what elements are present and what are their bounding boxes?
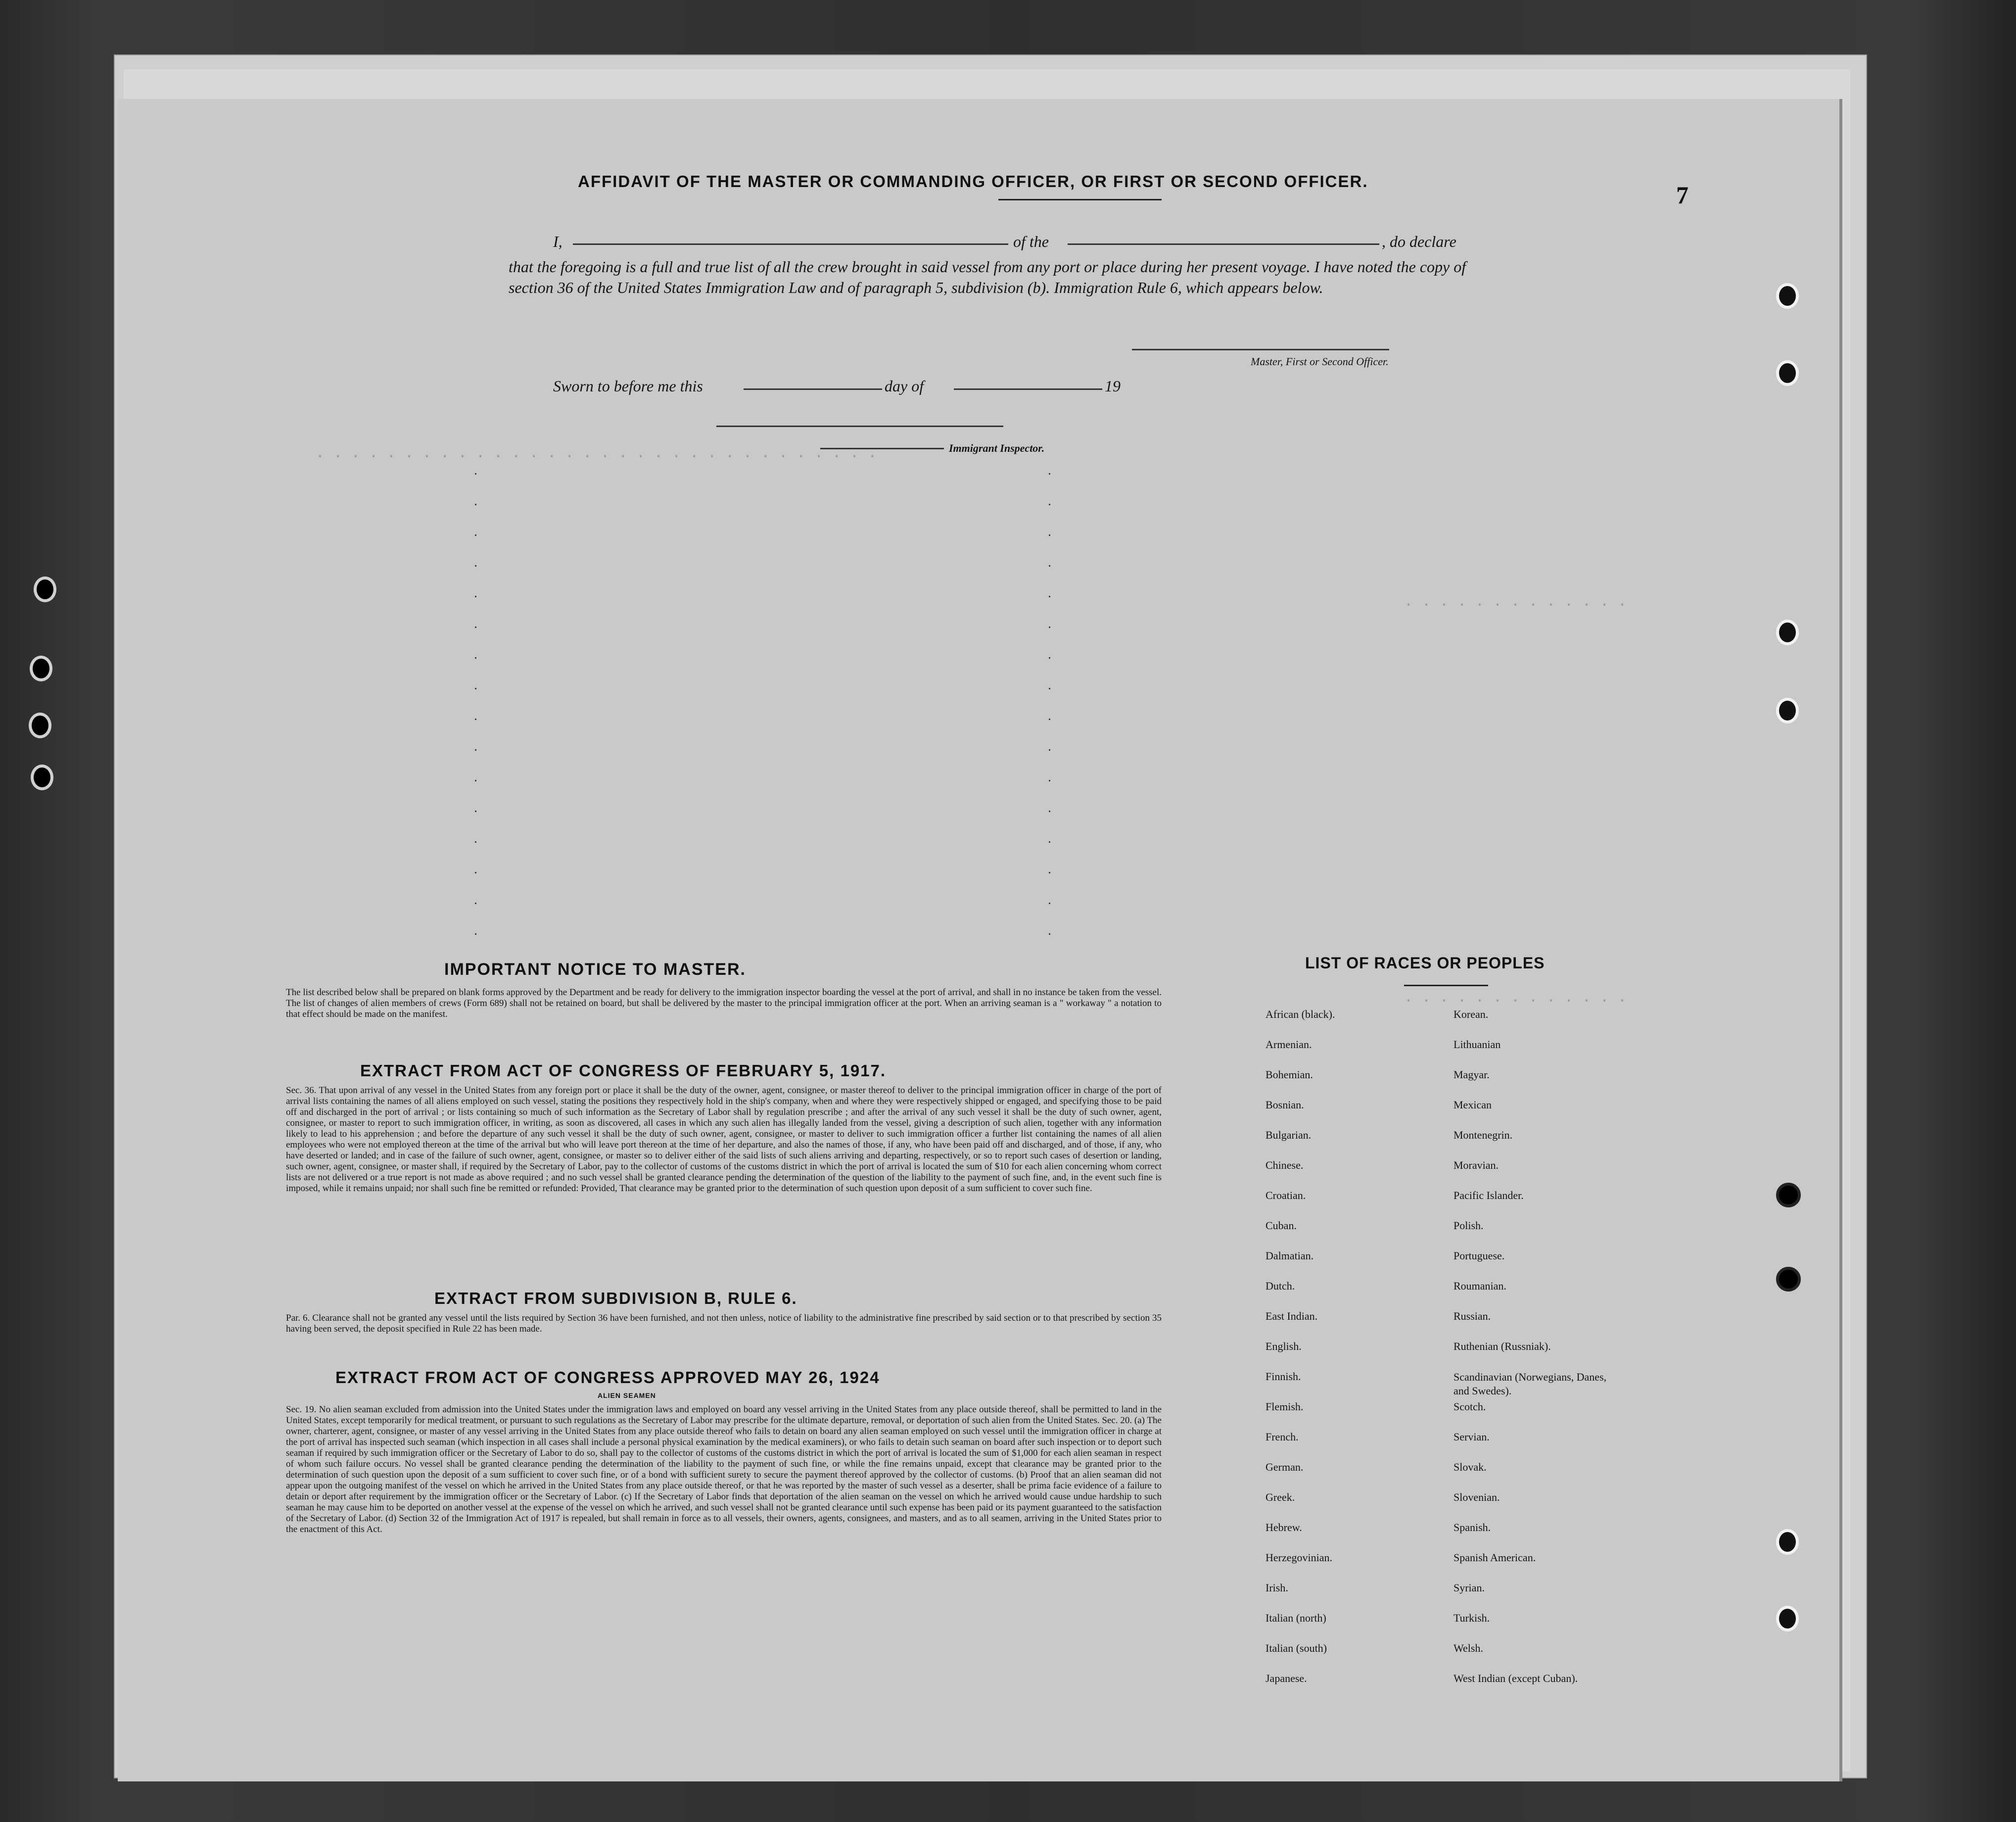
punch-hole-icon	[1776, 698, 1799, 723]
race-item: Moravian.	[1453, 1159, 1499, 1171]
inspector-blank-1	[716, 426, 1003, 427]
race-item: Bosnian.	[1266, 1099, 1304, 1111]
race-item: Bulgarian.	[1266, 1129, 1312, 1141]
races-title: LIST OF RACES OR PEOPLES	[1305, 954, 1545, 972]
race-item: African (black).	[1266, 1008, 1335, 1020]
race-item: Cuban.	[1266, 1219, 1297, 1232]
race-item: Roumanian.	[1453, 1280, 1506, 1292]
year-label: 19	[1105, 377, 1121, 395]
rule6-text: Par. 6. Clearance shall not be granted any vessel until the lists required by Section 36 have been furnished, and not then unless, notice of liability to the administrative fine prescribed by said section or to that prescribed by section 35 having been served, the deposit specified in Rule 22 has been made.	[286, 1313, 1162, 1334]
binder-hole-icon	[30, 656, 52, 681]
punch-hole-icon	[1776, 1606, 1799, 1631]
day-of-label: day of	[885, 377, 924, 395]
punch-hole-icon	[1776, 620, 1799, 645]
race-item: Irish.	[1266, 1582, 1288, 1594]
inspector-blank-2	[820, 448, 944, 449]
race-item: Turkish.	[1453, 1612, 1490, 1624]
column-dot-marks: . . . . . . . . . . . . . . . .	[474, 463, 482, 938]
race-item: Pacific Islander.	[1453, 1189, 1524, 1201]
extract-1917-text: Sec. 36. That upon arrival of any vessel in the United States from any foreign port or place it shall be the duty of the owner, agent, consignee, or master thereof to deliver to the principal immigration officer in charge of the port of arrival lists containing the names of all aliens employed on such vessel, stating the positions they respectively hold in the ship's company, when and where they were respectively shipped or engaged, and specifying those to be paid off and discharged in the port of arrival ; or lists containing so much of such information as the Secretary of Labor shall by regulation prescribe ; and after the arrival of any such vessel it shall be the duty of such owner, agent, consignee, or master to report to such immigration officer, in writing, as soon as discovered, all cases in which any such alien has illegally landed from the vessel, giving a description of such alien, together with any information likely to lead to his apprehension ; and before the departure of any such vessel it shall be the duty of such owner, agent, consignee, or master to deliver to such immigration officer a further list containing the names of all alien employees who were not employed thereon at the time of the arrival but who will leave port thereon at the time of her departure, and also the names of those, if any, who have been paid off and discharged, and of those, if any, who have deserted or landed; and in case of the failure of such owner, agent, consignee, or master so to deliver either of the said lists of such aliens arriving and departing, respectively, or so to report such cases of desertion or landing, such owner, agent, consignee, or master shall, if required by the Secretary of Labor, pay to the collector of customs of the customs district in which the port of arrival is located the sum of $10 for each alien concerning whom correct lists are not delivered or a true report is not made as above required ; and no such vessel shall be granted clearance pending the determination of the question of the liability to the payment of such fine, and, in the event such fine is imposed, while it remains unpaid; nor shall such fine be remitted or refunded: Provided, That clearance may be granted prior to the determination of such question upon deposit of a sum sufficient to cover such fine.	[286, 1085, 1162, 1194]
vessel-blank	[1068, 243, 1379, 245]
race-item: Slovenian.	[1453, 1491, 1500, 1503]
notice-text: The list described below shall be prepared on blank forms approved by the Department and be ready for delivery to the immigration inspector boarding the vessel at the port of arrival, and shall in no instance be taken from the vessel. The list of changes of alien members of crews (Form 689) shall not be retained on board, but shall be delivered by the master to the principal immigration officer at the port. When an arriving seaman is a " workaway " a notation to that effect should be made on the manifest.	[286, 987, 1162, 1019]
race-item: French.	[1266, 1431, 1299, 1443]
race-item: Flemish.	[1266, 1400, 1304, 1413]
affidavit-body: that the foregoing is a full and true list of all the crew brought in said vessel from any port or place during her present voyage. I have noted the copy of section 36 of the United States Immigration Law and of paragraph 5, subdivision (b). Immigration Rule 6, which appears below.	[509, 258, 1466, 296]
race-item: Montenegrin.	[1453, 1129, 1513, 1141]
affidavit-title: AFFIDAVIT OF THE MASTER OR COMMANDING OFFICER, OR FIRST OR SECOND OFFICER.	[578, 172, 1368, 191]
race-item: Japanese.	[1266, 1672, 1307, 1684]
race-item: Magyar.	[1453, 1068, 1490, 1081]
race-item: East Indian.	[1266, 1310, 1318, 1322]
affidavit-declare-label: , do declare	[1382, 233, 1456, 250]
punch-hole-icon	[1776, 1529, 1799, 1555]
race-item: Korean.	[1453, 1008, 1489, 1020]
race-item: West Indian (except Cuban).	[1453, 1672, 1578, 1684]
race-item: Welsh.	[1453, 1642, 1483, 1654]
race-item: Scandinavian (Norwegians, Danes, and Swedes).	[1453, 1371, 1607, 1397]
affidavit-i-label: I,	[553, 233, 563, 250]
races-right-column	[1453, 1008, 1617, 1702]
signature-label: Master, First or Second Officer.	[1251, 355, 1389, 368]
punch-hole-icon	[1776, 283, 1799, 309]
race-item: Lithuanian	[1453, 1038, 1501, 1051]
race-item: Russian.	[1453, 1310, 1491, 1322]
race-item: Mexican	[1453, 1099, 1492, 1111]
race-item: Bohemian.	[1266, 1068, 1313, 1081]
title-underline	[998, 199, 1162, 200]
punch-hole-icon	[1776, 1267, 1801, 1292]
affidavit-of-the-label: of the	[1013, 233, 1049, 250]
extract-1924-title: EXTRACT FROM ACT OF CONGRESS APPROVED MAY 26, 1924	[335, 1368, 880, 1387]
binder-hole-icon	[31, 765, 53, 790]
page-number-mark: 7	[1676, 181, 1688, 209]
races-left-column	[1266, 1008, 1335, 1702]
notice-title: IMPORTANT NOTICE TO MASTER.	[444, 960, 746, 979]
punch-hole-icon	[1776, 1183, 1801, 1207]
race-item: Ruthenian (Russniak).	[1453, 1340, 1551, 1352]
race-item: Spanish American.	[1453, 1551, 1536, 1564]
month-blank	[954, 388, 1102, 390]
binder-hole-icon	[34, 576, 56, 602]
extract-1924-subtitle: ALIEN SEAMEN	[598, 1391, 656, 1399]
document-page: . . . . . . . . . . . . . . . . . . . . . . . . . . . . . . . . . . . . . . . . . . . . . . . . . . . . . . . . . . 7 AFFIDAVIT OF THE MASTER OR COMMANDING OFFICER, OR FIRST OR SECOND OFFICER. I, of the , do declare that the foregoing is a full and true list of all the crew brought in said vessel from any port or place during her present voyage. I have noted the copy of section 36 of the United States Immigration Law and of paragraph 5, subdivision (b). Immigration Rule 6, which appears below. Master, First or Second Officer. Sworn to before me this day of 19 Immigrant Inspector. IMPORTANT NOTICE TO MASTER. The list described below shall be prepared on blank forms approved by the Department and be ready for delivery to the immigration inspector boarding the vessel at the port of arrival, and shall in no instance be taken from the vessel. The list of changes of alien members of crews (Form 689) shall not be retained on board, but shall be delivered by the master to the principal immigration officer at the port. When an arriving seaman is a " workaway " a notation to that effect should be made on the manifest. EXTRACT FROM ACT OF CONGRESS OF FEBRUARY 5, 1917. Sec. 36. That upon arrival of any vessel in the United States from any foreign port or place it shall be the duty of the owner, agent, consignee, or master thereof to deliver to the principal immigration officer in charge of the port of arrival lists containing the names of all aliens employed on such vessel, stating the positions they respectively hold in the ship's company, when and where they were respectively shipped or engaged, and specifying those to be paid off and discharged in the port of arrival ; or lists containing so much of such information as the Secretary of Labor shall by regulation prescribe ; and after the arrival of any such vessel it shall be the duty of such owner, agent, consignee, or master to report to such immigration officer, in writing, as soon as discovered, all cases in which any such alien has illegally landed from the vessel, giving a description of such alien, together with any information likely to lead to his apprehension ; and before the departure of any such vessel it shall be the duty of such owner, agent, consignee, or master to deliver to such immigration officer a further list containing the names of all alien employees who were not employed thereon at the time of the arrival but who will leave port thereon at the time of her departure, and also the names of those, if any, who have been paid off and discharged, and of those, if any, who have deserted or landed; and in case of the failure of such owner, agent, consignee, or master so to deliver either of the said lists of such aliens arriving and departing, respectively, or so to report such cases of desertion or landing, such owner, agent, consignee, or master shall, if required by the Secretary of Labor, pay to the collector of customs of the customs district in which the port of arrival is located the sum of $10 for each alien concerning whom correct lists are not delivered or a true report is not made as above required ; and no such vessel shall be granted clearance pending the determination of the question of the liability to the payment of such fine, and, in the event such fine is imposed, while it remains unpaid; nor shall such fine be remitted or refunded: Provided, That clearance may be granted prior to the determination of such question upon deposit of a sum sufficient to cover such fine. EXTRACT FROM SUBDIVISION B, RULE 6. Par. 6. Clearance shall not be granted any vessel until the lists required by Section 36 have been furnished, and not then unless, notice of liability to the administrative fine prescribed by said section or to that prescribed by section 35 having been served, the deposit specified in Rule 22 has been made. EXTRACT FROM ACT OF CONGRESS APPROVED MAY 26, 1924 ALIEN SEAMEN Sec. 19. No alien seaman excluded from admission into the United States under the immigration laws and employed on board any vessel arriving in the United States from any place outside thereof, shall be permitted to land in the United States, except temporarily for medical treatment, or pursuant to such regulations as the Secretary of Labor may prescribe for the ultimate departure, removal, or deportation of such alien from the United States. Sec. 20. (a) The owner, charterer, agent, consignee, or master of any vessel arriving in the United States from any place outside thereof who fails to detain on board any alien seaman employed on such vessel until the immigration officer in charge at the port of arrival has inspected such seaman (which inspection in all cases shall include a personal physical examination by the medical examiners), or who fails to detain such seaman on board after such inspection or to deport such seaman if required by such immigration officer or the Secretary of Labor to do so, shall pay to the collector of customs of the customs district in which the port of arrival is located the sum of $1,000 for each alien seaman in respect of whom such failure occurs. No vessel shall be granted clearance pending the determination of the liability to the payment of such fine, or while the fine remains unpaid, except that clearance may be granted prior to the determination of such question upon the deposit of a sum sufficient to cover such fine, or of a bond with sufficient surety to secure the payment thereof approved by the collector of customs. (b) Proof that an alien seaman did not appear upon the outgoing manifest of the vessel on which he arrived in the United States from any place outside thereof, or that he was reported by the master of such vessel as a deserter, shall be prima facie evidence of a failure to detain or deport after requirement by the immigration officer or the Secretary of Labor. (c) If the Secretary of Labor finds that deportation of the alien seaman on the vessel on which he arrived would cause undue hardship to such seaman he may cause him to be deported on another vessel at the expense of the vessel on which he arrived, and such vessel shall not be granted clearance until such expense has been paid or its payment guaranteed to the satisfaction of the Secretary of Labor. (d) Section 32 of the Immigration Act of 1917 is repealed, but shall remain in force as to all vessels, their owners, agents, consignees, and masters, and as to all seamen, arriving in the United States prior to the enactment of this Act. LIST OF RACES OR PEOPLES African (black). Armenian. Bohemian. Bosnian. Bulgarian. Chinese. Croatian. Cuban. Dalmatian. Dutch. East Indian. English. Finnish. Flemish. French. German. Greek. Hebrew. Herzegovinian. Irish. Italian (north) Italian (south) Japanese. Korean. Lithuanian Magyar. Mexican Montenegrin. Moravian. Pacific Islander. Polish. Portuguese. Roumanian. Russian. Ruthenian (Russniak). Scandinavian (Norwegians, Danes, and Swedes). Scotch. Servian. Slovak. Slovenian. Spanish. Spanish American. Syrian. Turkish. Welsh. West Indian (except Cuban). . . . . . . . . . . . . . . . . . . . . . . . . . . . . . . . .	[118, 99, 1842, 1781]
name-blank	[573, 243, 1008, 245]
race-item: Italian (north)	[1266, 1612, 1326, 1624]
race-item: Croatian.	[1266, 1189, 1306, 1201]
races-title-underline	[1404, 985, 1488, 986]
inspector-label: Immigrant Inspector.	[949, 442, 1045, 454]
race-item: Herzegovinian.	[1266, 1551, 1332, 1564]
rule6-title: EXTRACT FROM SUBDIVISION B, RULE 6.	[434, 1289, 797, 1307]
race-item: German.	[1266, 1461, 1304, 1473]
punch-hole-icon	[1776, 360, 1799, 386]
race-item: Italian (south)	[1266, 1642, 1327, 1654]
race-item: Dutch.	[1266, 1280, 1295, 1292]
race-item: Greek.	[1266, 1491, 1295, 1503]
race-item: Chinese.	[1266, 1159, 1304, 1171]
race-item: Hebrew.	[1266, 1521, 1302, 1534]
race-item: Finnish.	[1266, 1370, 1301, 1383]
race-item: Syrian.	[1453, 1582, 1485, 1594]
day-blank	[744, 388, 882, 390]
race-item: Polish.	[1453, 1219, 1484, 1232]
race-item: English.	[1266, 1340, 1302, 1352]
race-item: Slovak.	[1453, 1461, 1487, 1473]
race-item: Scotch.	[1453, 1400, 1486, 1413]
sworn-label: Sworn to before me this	[553, 377, 703, 395]
race-item: Portuguese.	[1453, 1249, 1505, 1262]
race-item: Dalmatian.	[1266, 1249, 1314, 1262]
extract-1917-title: EXTRACT FROM ACT OF CONGRESS OF FEBRUARY 5, 1917.	[360, 1061, 887, 1080]
column-dot-marks: . . . . . . . . . . . . . . . .	[1048, 463, 1056, 938]
race-item: Servian.	[1453, 1431, 1490, 1443]
race-item: Armenian.	[1266, 1038, 1312, 1051]
signature-blank	[1132, 349, 1389, 350]
binder-hole-icon	[29, 713, 51, 738]
race-item: Spanish.	[1453, 1521, 1491, 1534]
extract-1924-text: Sec. 19. No alien seaman excluded from admission into the United States under the immigration laws and employed on board any vessel arriving in the United States from any place outside thereof, shall be permitted to land in the United States, except temporarily for medical treatment, or pursuant to such regulations as the Secretary of Labor may prescribe for the ultimate departure, removal, or deportation of such alien from the United States. Sec. 20. (a) The owner, charterer, agent, consignee, or master of any vessel arriving in the United States from any place outside thereof who fails to detain on board any alien seaman employed on such vessel until the immigration officer in charge at the port of arrival has inspected such seaman (which inspection in all cases shall include a personal physical examination by the medical examiners), or who fails to detain such seaman on board after such inspection or to deport such seaman if required by such immigration officer or the Secretary of Labor to do so, shall pay to the collector of customs of the customs district in which the port of arrival is located the sum of $1,000 for each alien seaman in respect of whom such failure occurs. No vessel shall be granted clearance pending the determination of the liability to the payment of such fine, or while the fine remains unpaid, except that clearance may be granted prior to the determination of such question upon the deposit of a sum sufficient to cover such fine, or of a bond with sufficient surety to secure the payment thereof approved by the collector of customs. (b) Proof that an alien seaman did not appear upon the outgoing manifest of the vessel on which he arrived in the United States from any place outside thereof, or that he was reported by the master of such vessel as a deserter, shall be prima facie evidence of a failure to detain or deport after requirement by the immigration officer or the Secretary of Labor. (c) If the Secretary of Labor finds that deportation of the alien seaman on the vessel on which he arrived would cause undue hardship to such seaman he may cause him to be deported on another vessel at the expense of the vessel on which he arrived, and such vessel shall not be granted clearance until such expense has been paid or its payment guaranteed to the satisfaction of the Secretary of Labor. (d) Section 32 of the Immigration Act of 1917 is repealed, but shall remain in force as to all vessels, their owners, agents, consignees, and masters, and as to all seamen, arriving in the United States prior to the enactment of this Act.	[286, 1404, 1162, 1534]
